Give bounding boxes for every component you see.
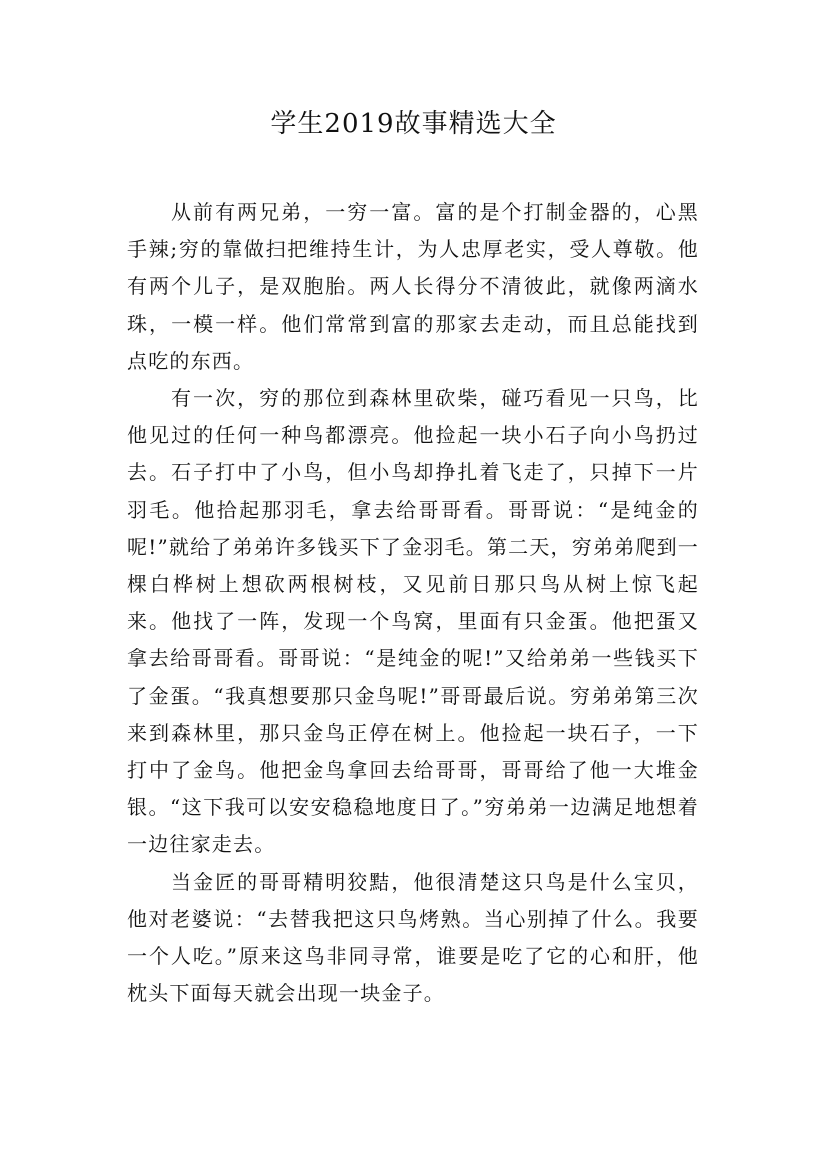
document-body — [127, 194, 699, 1012]
document-title: 学生2019故事精选大全 — [270, 109, 557, 139]
paragraph-3: 当金匠的哥哥精明狡黠，他很清楚这只鸟是什么宝贝，他对老婆说：“去替我把这只鸟烤熟。当心别掉了什么。我要一个人吃。”原来这鸟非同寻常，谁要是吃了它的心和肝，他枕头下面每天就会出现一块金子。 — [127, 869, 699, 1006]
paragraph-2: 有一次，穷的那位到森林里砍柴，碰巧看见一只鸟，比他见过的任何一种鸟都漂亮。他捡起一块小石子向小鸟扔过去。石子打中了小鸟，但小鸟却挣扎着飞走了，只掉下一片羽毛。他拾起那羽毛，拿去给哥哥看。哥哥说：“是纯金的呢!”就给了弟弟许多钱买下了金羽毛。第二天，穷弟弟爬到一棵白桦树上想砍两根树枝，又见前日那只鸟从树上惊飞起来。他找了一阵，发现一个鸟窝，里面有只金蛋。他把蛋又拿去给哥哥看。哥哥说：“是纯金的呢!”又给弟弟一些钱买下了金蛋。“我真想要那只金鸟呢!”哥哥最后说。穷弟弟第三次来到森林里，那只金鸟正停在树上。他捡起一块石子，一下打中了金鸟。他把金鸟拿回去给哥哥，哥哥给了他一大堆金银。“这下我可以安安稳稳地度日了。”穷弟弟一边满足地想着一边往家走去。 — [127, 386, 699, 857]
paragraph-1: 从前有两兄弟，一穷一富。富的是个打制金器的，心黑手辣;穷的靠做扫把维持生计，为人忠厚老实，受人尊敬。他有两个儿子，是双胞胎。两人长得分不清彼此，就像两滴水珠，一模一样。他们常常到富的那家去走动，而且总能找到点吃的东西。 — [127, 200, 699, 373]
